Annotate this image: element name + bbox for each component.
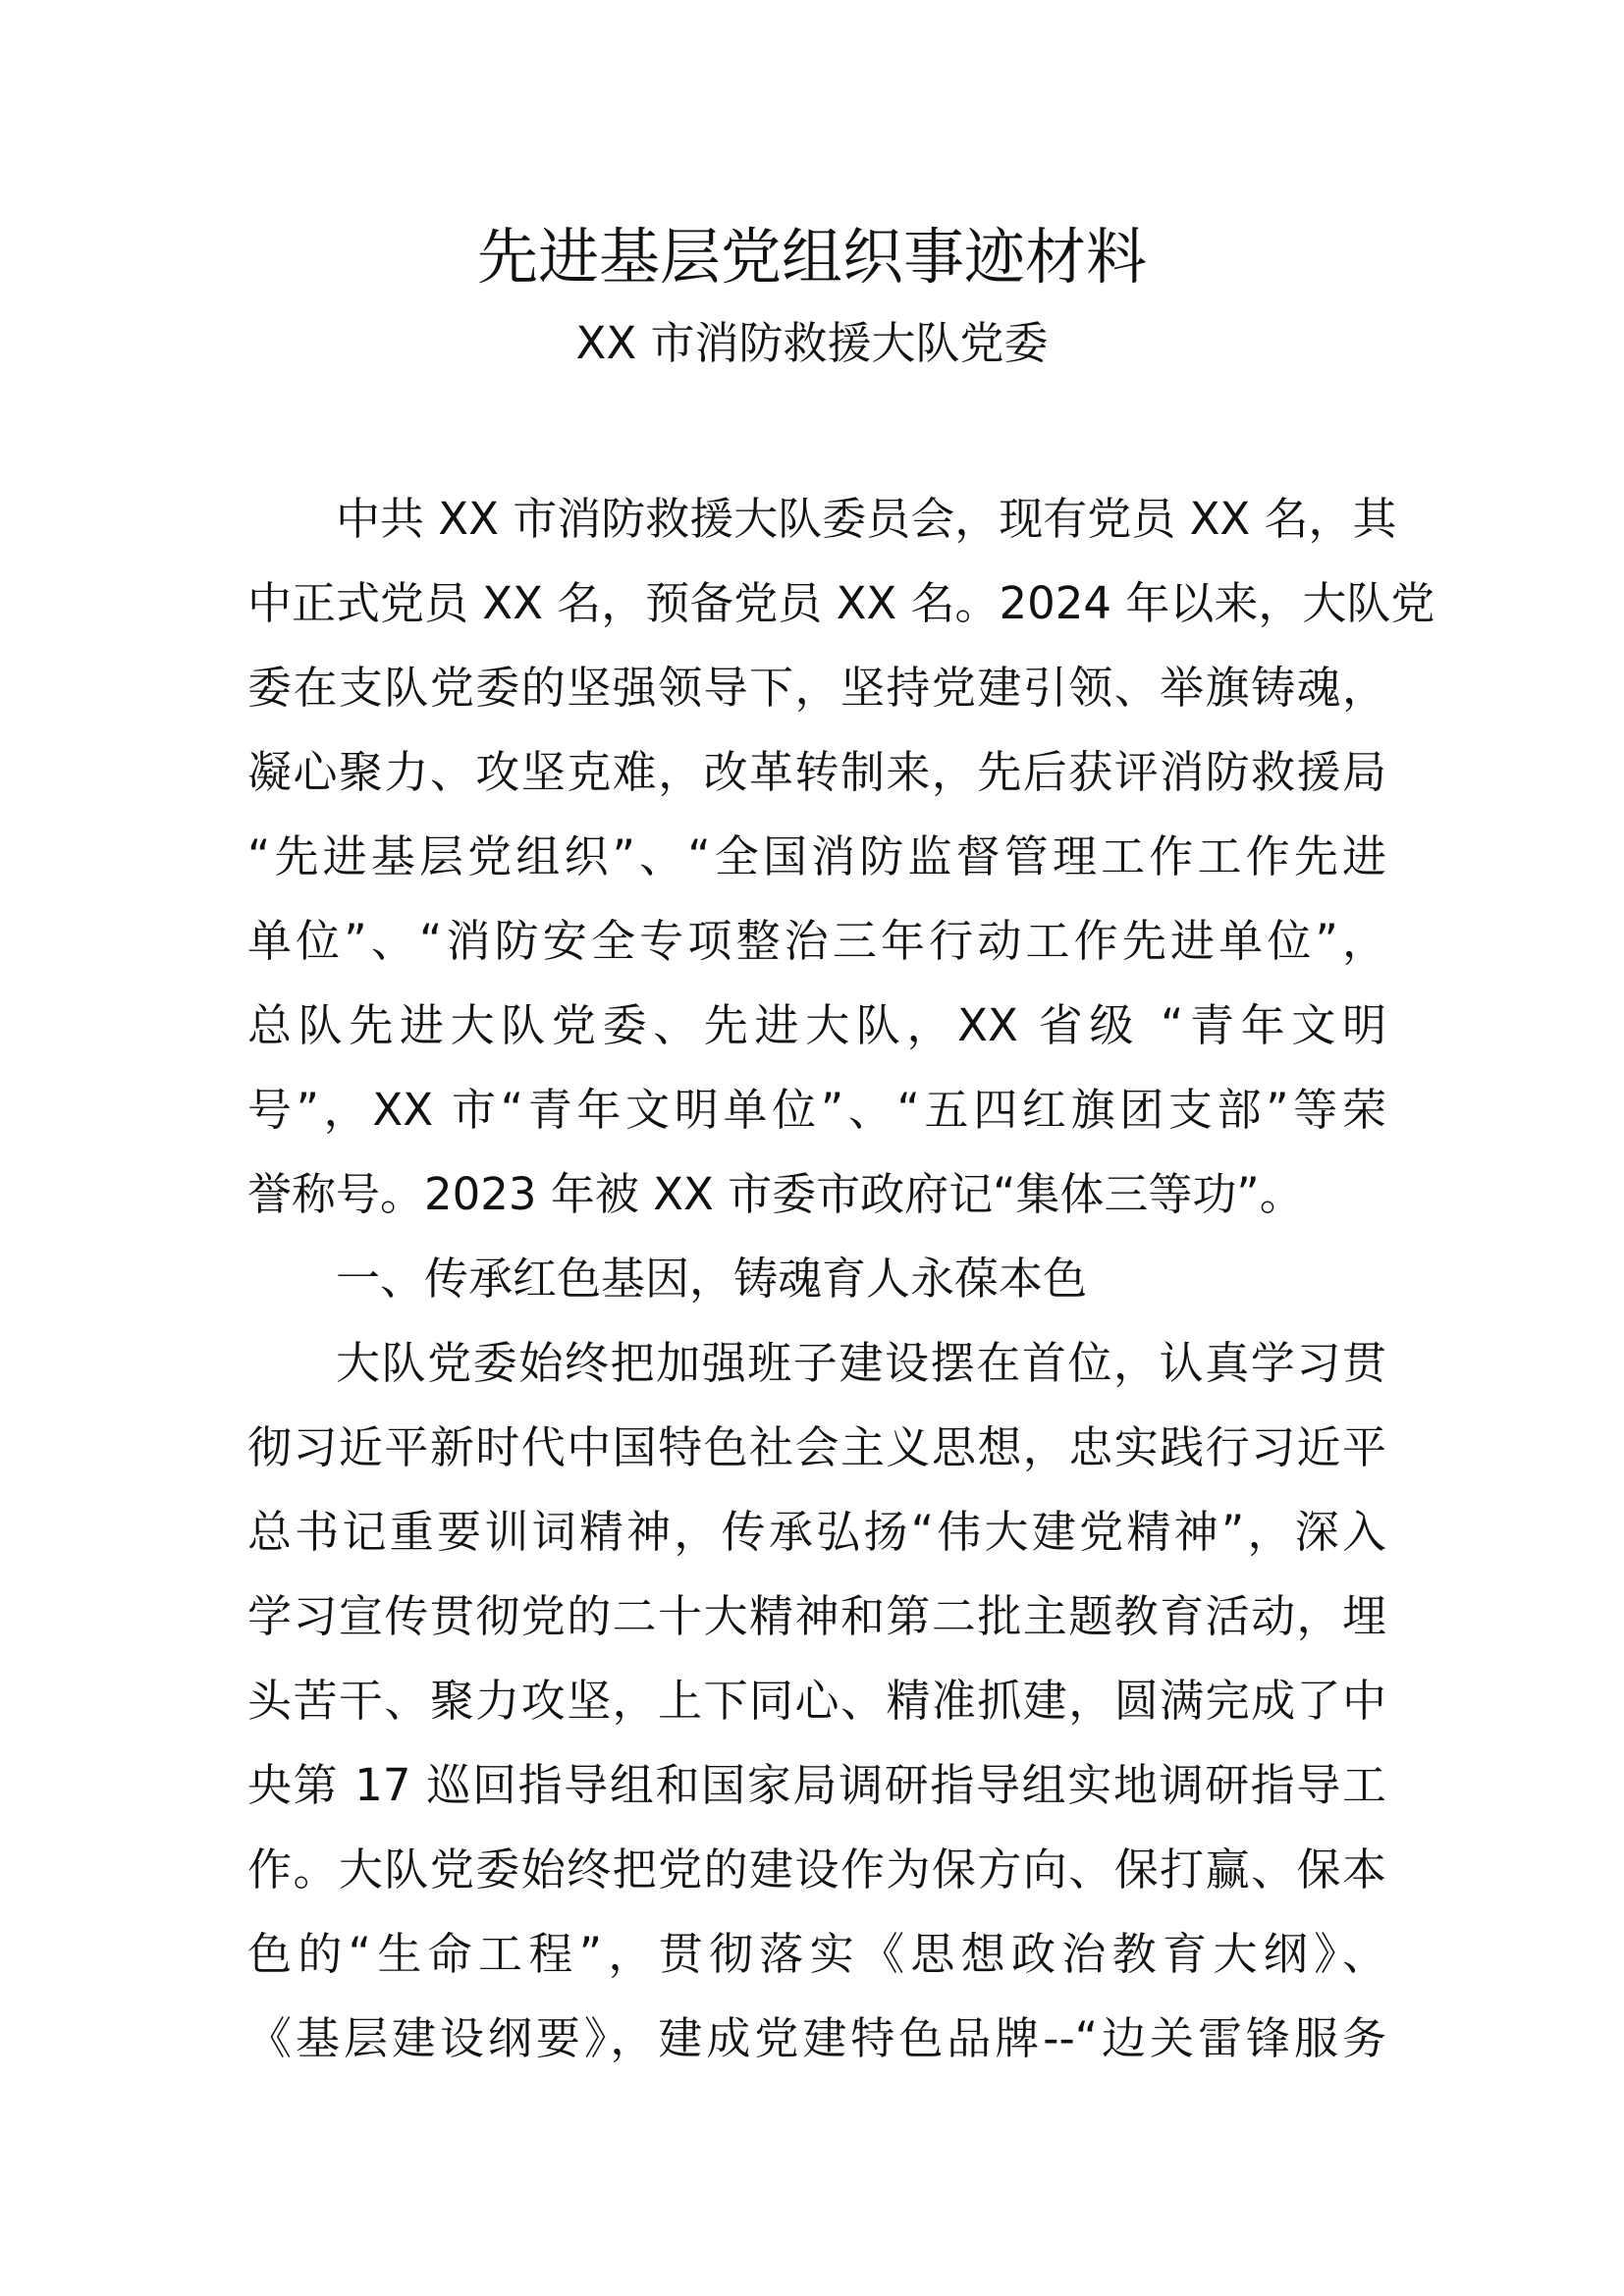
paragraph-2-line: 总书记重要训词精神，传承弘扬“伟大建党精神”，深入 (247, 1506, 1386, 1558)
paragraph-2-line: 作。大队党委始终把党的建设作为保方向、保打赢、保本 (247, 1843, 1386, 1896)
paragraph-1-line: 总队先进大队党委、先进大队，XX 省级 “青年文明 (247, 999, 1386, 1051)
paragraph-1-line: 中正式党员 XX 名，预备党员 XX 名。2024 年以来，大队党 (247, 577, 1435, 629)
section-heading-1: 一、传承红色基因，铸魂育人永葆本色 (336, 1253, 1088, 1305)
paragraph-2-line: 学习宣传贯彻党的二十大精神和第二批主题教育活动，埋 (247, 1590, 1386, 1642)
paragraph-1-line: 委在支队党委的坚强领导下，坚持党建引领、举旗铸魂， (247, 662, 1386, 714)
paragraph-1-line: 凝心聚力、攻坚克难，改革转制来，先后获评消防救援局 (247, 746, 1386, 798)
paragraph-1-line: 誉称号。2023 年被 XX 市委市政府记“集体三等功”。 (247, 1168, 1304, 1220)
paragraph-2-line: 大队党委始终把加强班子建设摆在首位，认真学习贯 (336, 1337, 1386, 1389)
paragraph-1-line: “先进基层党组织”、“全国消防监督管理工作工作先进 (247, 830, 1386, 882)
document-title: 先进基层党组织事迹材料 (476, 221, 1147, 293)
paragraph-1-line: 单位”、“消防安全专项整治三年行动工作先进单位”， (247, 915, 1386, 967)
document-subtitle: XX 市消防救援大队党委 (575, 317, 1049, 369)
paragraph-2-line: 彻习近平新时代中国特色社会主义思想，忠实践行习近平 (247, 1421, 1386, 1473)
paragraph-2-line: 《基层建设纲要》，建成党建特色品牌--“边关雷锋服务 (247, 2012, 1386, 2064)
paragraph-2-line: 头苦干、聚力攻坚，上下同心、精准抓建，圆满完成了中 (247, 1675, 1386, 1727)
paragraph-2-line: 央第 17 巡回指导组和国家局调研指导组实地调研指导工 (247, 1759, 1386, 1811)
paragraph-1-line: 号”，XX 市“青年文明单位”、“五四红旗团支部”等荣 (247, 1084, 1386, 1136)
paragraph-1-line: 中共 XX 市消防救援大队委员会，现有党员 XX 名，其 (336, 493, 1397, 545)
paragraph-2-line: 色的“生命工程”，贯彻落实《思想政治教育大纲》、 (247, 1928, 1386, 1980)
